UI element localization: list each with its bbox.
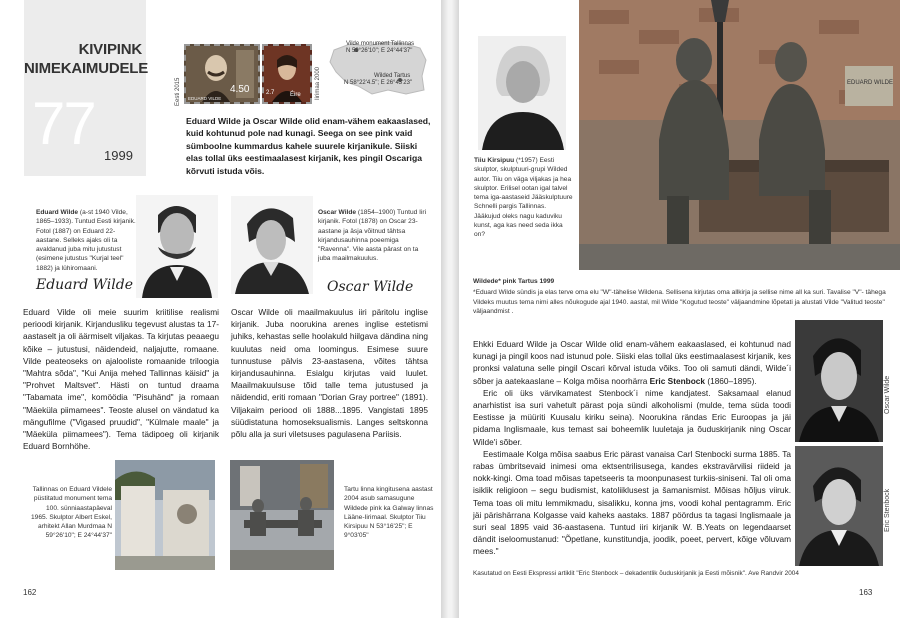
tartu-coords: N 58°22'4.5"; E 26°43'23" [344, 80, 413, 86]
eric-side-photo [795, 446, 883, 566]
oscar-caption-text: (1854–1900) Tuntud Iiri kirjanik. Fotol (1878) on Oscar 23-aastane ja äsja võitnud tähtsa kirjandusauhinna poeemiga "Ravenna". Vile aasta pärast on ta juba maailmakuulus. [318, 209, 427, 263]
stamp-eduard-vilde [184, 44, 260, 104]
stamp-oscar-wilde [262, 44, 312, 104]
eduard-signature: Eduard Wilde [36, 277, 133, 293]
tallinn-label: Vilde monument Tallinnas [346, 41, 415, 47]
stamp1-value: 4.50 [230, 84, 250, 95]
tallinn-monument-photo [115, 460, 215, 570]
oscar-photo [231, 196, 313, 294]
oscar-caption [318, 208, 428, 264]
tallinn-coords: N 59°26'10"; E 24°44'37" [346, 48, 413, 54]
pink-title: Wildede* pink Tartus 1999 [473, 278, 555, 285]
wilde-statues-photo [579, 0, 900, 270]
stamp1-side-caption: Eesti 2015 [175, 77, 181, 106]
map-tallinn-label [346, 41, 441, 55]
eduard-photo [136, 195, 218, 298]
map-tartu-label [344, 73, 440, 87]
stamp2-side-caption: Iirimaa 2000 [315, 66, 321, 100]
page-number-left: 162 [23, 588, 37, 597]
pink-note: *Eduard Wilde sündis ja elas terve oma elu "W"-tähelise Wildena. Sellisena kirjutas oma allkirja ja sellise nime all ka suri. Tavalise "V"- tähega Vildeks muutus tema nimi alles nõukogude ajal 1940. aastal, mil Wilde "Kogutud teoste" väljaandmine lõpetati ja alustati Vilde "Valitud teoste" väljaandmist . [473, 289, 886, 316]
tiiu-caption-text: (*1957) Eesti skulptor, skulptuuri-grupi Wilded autor. Tiiu on väga viljakas ja hea skulptor. Erilisel ootan igal talvel tema iga-aastaseid Jääskulptuure Schnelli pargis Tallinnas. Jääkujud oleks nagu kaduviku kunst, aga kas need seda ikka on? [474, 157, 573, 239]
eduard-name: Eduard Wilde [36, 209, 79, 216]
galway-bench-caption: Tartu linna kingitusena aastast 2004 asub samasugune Wildede pink ka Galway linnas Lääne-Iirimaal. Skulptor Tiiu Kirsipuu N 53°16'25"; E 9°03'05" [344, 486, 434, 540]
eduard-portrait-image [136, 195, 218, 298]
eduard-caption [36, 208, 136, 273]
header-number: 77 [32, 90, 95, 157]
title-line-2: NIMEKAIMUDELE [24, 60, 149, 77]
stenbock-name: Eric Stenbock [649, 375, 706, 386]
galway-bench-photo [230, 460, 334, 570]
statue-plaque: EDUARD WILDE [847, 80, 894, 86]
eric-side-image [795, 446, 883, 566]
tallinn-monument-caption: Tallinnas on Eduard Vildele püstitatud monument tema 100. sünniaastapäeval 1965. Skulptor Albert Eskel, arhitekt Allan Murdmaa N 59°26'10"; E 24°44'37" [30, 486, 112, 540]
left-body-column-1: Eduard Vilde oli meie suurim kriitilise realismi perioodi kirjanik. Kirjandusliku tegevust alustas ta 17-aastaselt ja oli äärmiselt viljakas. Ta kirjutas peaaegu kõike – jutustusi, näidendeid, naljajutte, romaane. Vilde peateoseks on ajalooliste romaanide triloogia "Mahtra sõda", "Kui Anija mehed Tallinnas käisid" ja "Prohvet Maltsvet". Hästi on tuntud draama "Tabamata ime", komöödia "Pisuhänd" ja romaan "Mäeküla piimamees". Teoste alusel on vändatud ka mängufilme ("Vigased pruudid", "Külmale maale" ja "Mäeküla piimamees"). Tema tädipoeg oli kirjanik Eduard Bornhöhe. [23, 307, 219, 452]
right-body [473, 338, 791, 558]
tallinn-monument-image [115, 460, 215, 570]
right-page [459, 0, 900, 618]
stamp2-name: Éire [290, 92, 301, 98]
right-body-1-text: Ehkki Eduard Wilde ja Oscar Wilde olid enam-vähem eakaaslased, ei kohtunud nad kunagi ja pingil koos nad istunud pole. Siiski elas tollal üks eestimaalasest kirjanik, kes pronksi valatuna selle pingil Oscari kõrval istuda võiks. Too oli samuti dändi, Wilde´i sõber ja aatekaaslane – Kolga mõisa noorhärra [473, 339, 791, 386]
book-gutter [441, 0, 459, 618]
oscar-portrait-image [231, 196, 313, 294]
stenbock-years: (1860–1895). [705, 375, 757, 386]
oscar-name: Oscar Wilde [318, 209, 357, 216]
stamp1-name: EDUARD VILDE [188, 96, 222, 101]
pink-block [473, 277, 893, 317]
stamp2-value: 2.7 [266, 90, 275, 96]
tartu-label: Wilded Tartus [374, 73, 411, 79]
title-line-1: KIVIPINK [78, 41, 142, 58]
right-body-paragraph-1 [473, 338, 791, 387]
left-page [0, 0, 441, 618]
tiiu-portrait-image [478, 36, 566, 150]
left-body-column-2: Oscar Wilde oli maailmakuulus iiri päritolu inglise kirjanik. Juba noorukina arenes inglise estetismi juhiks, kehastas selle hoolakuld hiilgava dändina ning kuulutas neid oma loomingus. Esimese suure tunnustuse pälvis 23-aastasena, võites tähtsa kirjandusauhinna. Esialgu kirjutas vaid luulet. Maailmakuulsuse tõid talle tema jutustused ja näidendid, eriti romaan "Dorian Gray portree" (1891). Viljakaim periood oli 1888...1895. Vangistati 1895 süüdistatuna homoseksualismis. Langes seltskonna põlu alla ja suri viletsuses pagulasena Pariisis. [231, 307, 428, 440]
right-body-paragraph-2: Eric oli üks värvikamatest Stenbock´i nime kandjatest. Saksamaal elanud anarhistist isa suri vahetult pärast poja sündi alkoholismi (mulde, tema süda toodi Eestisse ja müüriti Kuusalu kiriku seina). Noorukina rändas Eric Euroopas ja jäi pidama Inglismaale, kus temast sai boheemlik luuletaja ja õuduskirjanik ning Oscar Wilde'i sõber. [473, 387, 791, 447]
oscar-side-image [795, 320, 883, 442]
tiiu-name: Tiiu Kirsipuu [474, 157, 515, 164]
tiiu-caption [474, 156, 574, 240]
source-note: Kasutatud on Eesti Ekspressi artiklit "Eric Stenbock – dekadentlik õuduskirjanik ja Eesti mõisnik". Ave Randvir 2004 [473, 570, 799, 577]
eric-side-label: Eric Stenbock [884, 488, 891, 532]
oscar-side-photo [795, 320, 883, 442]
right-body-paragraph-3: Eestimaale Kolga mõisa saabus Eric pärast vanaisa Carl Stenbocki surma 1885. Ta rabas ümbritsevaid inimesi oma ektsentrilisusega, kandes ekstravärvilisi riideid ja nokk-kingi. Oma toad mõisas tapetseeris ta moonpunasest turkiis-siniseni. Tal oli oma isiklik religioon – segu budismist, katoliiklusest ja šamanismist. Mõisas hõljus viiruk. Tema toas oli mitu lemmikmadu, sisalikku, konna jms, voodi kohal pentagramm. Eric jäi pärishärrana Kolgasse vaid kaheks aastaks. 1887 pöördus ta tagasi Inglismaale ja suri seal 1895 vaid 36-aastasena. Tuntud iiri kirjanik W. B.Yeats on legendaarset dändit iseloomustanud: "Õpetlane, kunstitundja, joodik, poeet, pervert, kõige võluvam mees." [473, 448, 791, 557]
oscar-signature: Oscar Wilde [327, 279, 414, 295]
page-number-right: 163 [859, 588, 873, 597]
eduard-caption-text: (a-st 1940 Vilde, 1865–1933). Tuntud Eesti kirjanik. Fotol (1887) on Eduard 22-aastane. Selleks ajaks oli ta avaldanud juba mitu jutustust (esimene jutustus "Kurjal teel" 1882) ja lühiromaani. [36, 209, 136, 272]
galway-bench-image [230, 460, 334, 570]
tiiu-photo [478, 36, 566, 150]
oscar-side-label: Oscar Wilde [884, 375, 891, 414]
wilde-statues-image [579, 0, 900, 270]
intro-text: Eduard Wilde ja Oscar Wilde olid enam-vähem eakaaslased, kuid kohtunud pole nad kunagi. Seega on see pink vaid sümboolne kummardus kahele suurele kirjanikule. Siiski elas tollal üks eestimaalasest kirjanik, kes pingil Oscariga kõrvuti istuda võis. [186, 116, 431, 176]
header-title [24, 40, 149, 78]
header-year: 1999 [104, 148, 133, 163]
